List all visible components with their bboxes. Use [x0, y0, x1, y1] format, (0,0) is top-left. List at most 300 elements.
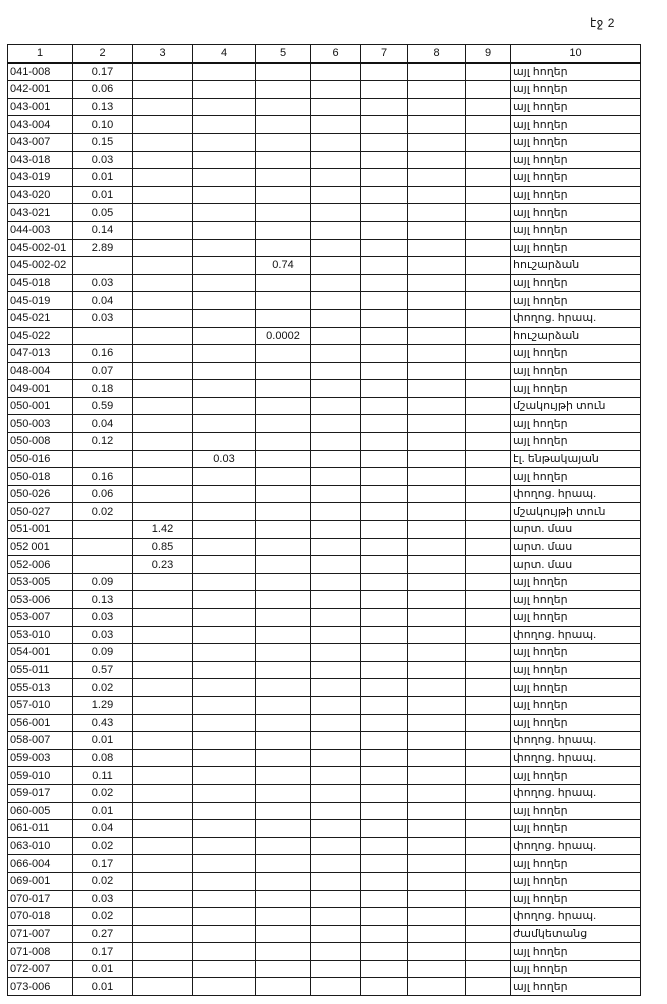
- area-cell: [256, 468, 311, 486]
- table-row: [8, 169, 641, 187]
- area-cell: 0.07: [73, 362, 133, 380]
- area-cell: [361, 661, 408, 679]
- table-row: [8, 661, 641, 679]
- area-cell: [256, 591, 311, 609]
- land-use-cell: փողոց. հրապ.: [511, 485, 641, 503]
- area-cell: [193, 978, 256, 996]
- table-row: [8, 573, 641, 591]
- land-use-cell: փողոց. հրապ.: [511, 749, 641, 767]
- area-cell: 0.23: [133, 556, 193, 574]
- area-cell: [193, 415, 256, 433]
- area-cell: [133, 397, 193, 415]
- area-cell: [361, 556, 408, 574]
- area-cell: [133, 943, 193, 961]
- area-cell: [193, 397, 256, 415]
- parcel-code-cell: 045-002-02: [8, 257, 73, 275]
- parcel-code-cell: 050-026: [8, 485, 73, 503]
- area-cell: 0.02: [73, 837, 133, 855]
- area-cell: 0.43: [73, 714, 133, 732]
- area-cell: 0.16: [73, 468, 133, 486]
- area-cell: [311, 732, 361, 750]
- area-cell: [311, 784, 361, 802]
- table-row: [8, 837, 641, 855]
- land-use-cell: այլ հողեր: [511, 169, 641, 187]
- parcel-code-cell: 043-020: [8, 186, 73, 204]
- land-use-cell: այլ հողեր: [511, 63, 641, 81]
- parcel-code-cell: 066-004: [8, 855, 73, 873]
- area-cell: [361, 204, 408, 222]
- parcel-code-cell: 043-019: [8, 169, 73, 187]
- area-cell: [408, 221, 466, 239]
- area-cell: [408, 908, 466, 926]
- parcel-code-cell: 043-021: [8, 204, 73, 222]
- area-cell: [311, 468, 361, 486]
- table-row: [8, 415, 641, 433]
- area-cell: [133, 837, 193, 855]
- parcel-code-cell: 043-001: [8, 98, 73, 116]
- parcel-code-cell: 053-010: [8, 626, 73, 644]
- area-cell: 0.18: [73, 380, 133, 398]
- area-cell: [466, 133, 511, 151]
- parcel-code-cell: 071-007: [8, 925, 73, 943]
- area-cell: [466, 626, 511, 644]
- parcel-code-cell: 063-010: [8, 837, 73, 855]
- area-cell: [408, 784, 466, 802]
- area-cell: [311, 257, 361, 275]
- table-row: [8, 767, 641, 785]
- area-cell: [256, 784, 311, 802]
- area-cell: [256, 63, 311, 81]
- area-cell: [133, 890, 193, 908]
- area-cell: [193, 538, 256, 556]
- area-cell: [361, 978, 408, 996]
- area-cell: [256, 98, 311, 116]
- table-row: [8, 679, 641, 697]
- land-use-cell: մշակույթի տուն: [511, 397, 641, 415]
- area-cell: [361, 292, 408, 310]
- area-cell: [466, 521, 511, 539]
- area-cell: [256, 221, 311, 239]
- parcel-code-cell: 061-011: [8, 820, 73, 838]
- area-cell: [361, 239, 408, 257]
- area-cell: [311, 309, 361, 327]
- area-cell: [193, 169, 256, 187]
- table-row: [8, 943, 641, 961]
- area-cell: [408, 855, 466, 873]
- area-cell: [133, 309, 193, 327]
- area-cell: [361, 644, 408, 662]
- area-cell: [311, 380, 361, 398]
- parcel-code-cell: 059-010: [8, 767, 73, 785]
- area-cell: [408, 802, 466, 820]
- table-row: [8, 450, 641, 468]
- area-cell: [408, 696, 466, 714]
- table-row: [8, 890, 641, 908]
- area-cell: [256, 186, 311, 204]
- parcel-code-cell: 044-003: [8, 221, 73, 239]
- area-cell: [256, 749, 311, 767]
- area-cell: [73, 521, 133, 539]
- parcel-code-cell: 055-013: [8, 679, 73, 697]
- parcel-code-cell: 069-001: [8, 872, 73, 890]
- table-row: [8, 556, 641, 574]
- area-cell: 0.02: [73, 908, 133, 926]
- area-cell: [193, 81, 256, 99]
- land-use-cell: այլ հողեր: [511, 978, 641, 996]
- area-cell: [408, 732, 466, 750]
- land-use-cell: հուշարձան: [511, 327, 641, 345]
- area-cell: 0.09: [73, 573, 133, 591]
- area-cell: [193, 239, 256, 257]
- land-use-cell: այլ հողեր: [511, 116, 641, 134]
- area-cell: [408, 837, 466, 855]
- area-cell: [466, 696, 511, 714]
- area-cell: [408, 820, 466, 838]
- area-cell: [311, 644, 361, 662]
- area-cell: [193, 292, 256, 310]
- area-cell: 0.15: [73, 133, 133, 151]
- parcel-code-cell: 053-007: [8, 609, 73, 627]
- land-use-cell: փողոց. հրապ.: [511, 309, 641, 327]
- area-cell: [133, 433, 193, 451]
- land-use-cell: այլ հողեր: [511, 380, 641, 398]
- table-row: [8, 239, 641, 257]
- area-cell: [361, 274, 408, 292]
- area-cell: [133, 960, 193, 978]
- area-cell: [361, 626, 408, 644]
- area-cell: [466, 749, 511, 767]
- area-cell: [193, 556, 256, 574]
- area-cell: [256, 573, 311, 591]
- area-cell: [466, 292, 511, 310]
- land-use-cell: այլ հողեր: [511, 204, 641, 222]
- area-cell: 0.04: [73, 820, 133, 838]
- area-cell: [361, 362, 408, 380]
- area-cell: 0.05: [73, 204, 133, 222]
- area-cell: [256, 732, 311, 750]
- area-cell: [408, 890, 466, 908]
- area-cell: [193, 309, 256, 327]
- area-cell: [408, 274, 466, 292]
- land-use-cell: մշակույթի տուն: [511, 503, 641, 521]
- land-use-cell: այլ հողեր: [511, 943, 641, 961]
- area-cell: [361, 802, 408, 820]
- table-row: [8, 591, 641, 609]
- area-cell: [408, 327, 466, 345]
- area-cell: [256, 116, 311, 134]
- area-cell: [311, 151, 361, 169]
- parcel-code-cell: 045-018: [8, 274, 73, 292]
- area-cell: [466, 943, 511, 961]
- area-cell: [361, 749, 408, 767]
- area-cell: [193, 98, 256, 116]
- area-cell: 1.42: [133, 521, 193, 539]
- area-cell: [193, 661, 256, 679]
- area-cell: [256, 908, 311, 926]
- column-header: 1: [8, 45, 73, 63]
- area-cell: [311, 820, 361, 838]
- area-cell: [133, 696, 193, 714]
- parcel-code-cell: 070-018: [8, 908, 73, 926]
- land-use-cell: այլ հողեր: [511, 591, 641, 609]
- area-cell: [466, 274, 511, 292]
- area-cell: [466, 644, 511, 662]
- area-cell: [466, 485, 511, 503]
- area-cell: [361, 81, 408, 99]
- area-cell: [466, 468, 511, 486]
- area-cell: [193, 151, 256, 169]
- area-cell: [408, 151, 466, 169]
- area-cell: [408, 943, 466, 961]
- land-use-cell: այլ հողեր: [511, 415, 641, 433]
- area-cell: [193, 925, 256, 943]
- land-use-cell: այլ հողեր: [511, 98, 641, 116]
- area-cell: [466, 714, 511, 732]
- area-cell: [466, 186, 511, 204]
- area-cell: [408, 415, 466, 433]
- table-row: [8, 116, 641, 134]
- area-cell: [311, 714, 361, 732]
- area-cell: [133, 380, 193, 398]
- land-use-cell: այլ հողեր: [511, 609, 641, 627]
- column-header: 5: [256, 45, 311, 63]
- area-cell: [256, 133, 311, 151]
- parcel-code-cell: 057-010: [8, 696, 73, 714]
- area-cell: [193, 186, 256, 204]
- area-cell: [193, 767, 256, 785]
- area-cell: [361, 820, 408, 838]
- area-cell: [361, 943, 408, 961]
- area-cell: [193, 820, 256, 838]
- area-cell: [256, 925, 311, 943]
- parcel-code-cell: 072-007: [8, 960, 73, 978]
- area-cell: [256, 81, 311, 99]
- area-cell: [466, 362, 511, 380]
- parcel-code-cell: 050-008: [8, 433, 73, 451]
- table-row: [8, 151, 641, 169]
- area-cell: [133, 81, 193, 99]
- parcel-code-cell: 045-022: [8, 327, 73, 345]
- parcel-code-cell: 048-004: [8, 362, 73, 380]
- area-cell: [408, 98, 466, 116]
- area-cell: [311, 978, 361, 996]
- table-row: [8, 221, 641, 239]
- area-cell: [193, 503, 256, 521]
- area-cell: [408, 872, 466, 890]
- area-cell: 0.03: [73, 274, 133, 292]
- table-row: [8, 257, 641, 275]
- area-cell: [311, 239, 361, 257]
- parcel-code-cell: 043-004: [8, 116, 73, 134]
- area-cell: [466, 380, 511, 398]
- area-cell: [466, 573, 511, 591]
- area-cell: [256, 538, 311, 556]
- area-cell: [133, 345, 193, 363]
- area-cell: 0.03: [73, 309, 133, 327]
- table-row: [8, 133, 641, 151]
- area-cell: [466, 169, 511, 187]
- area-cell: [193, 837, 256, 855]
- land-use-cell: այլ հողեր: [511, 239, 641, 257]
- area-cell: [133, 133, 193, 151]
- area-cell: [408, 169, 466, 187]
- area-cell: [361, 714, 408, 732]
- table-row: [8, 626, 641, 644]
- area-cell: [73, 450, 133, 468]
- table-row: [8, 468, 641, 486]
- area-cell: [256, 362, 311, 380]
- area-cell: 0.17: [73, 943, 133, 961]
- area-cell: [361, 538, 408, 556]
- area-cell: [408, 714, 466, 732]
- area-cell: [408, 468, 466, 486]
- area-cell: 0.01: [73, 802, 133, 820]
- area-cell: [193, 890, 256, 908]
- area-cell: [133, 468, 193, 486]
- area-cell: [133, 591, 193, 609]
- area-cell: [466, 221, 511, 239]
- area-cell: [311, 573, 361, 591]
- area-cell: [73, 257, 133, 275]
- area-cell: [256, 521, 311, 539]
- area-cell: [311, 767, 361, 785]
- area-cell: [361, 521, 408, 539]
- land-use-cell: այլ հողեր: [511, 802, 641, 820]
- table-row: [8, 274, 641, 292]
- area-cell: [311, 556, 361, 574]
- area-cell: [311, 872, 361, 890]
- area-cell: [311, 63, 361, 81]
- area-cell: [408, 133, 466, 151]
- area-cell: [133, 169, 193, 187]
- parcel-code-cell: 050-027: [8, 503, 73, 521]
- land-parcel-table: [7, 44, 641, 996]
- area-cell: [133, 925, 193, 943]
- area-cell: [193, 732, 256, 750]
- area-cell: [193, 133, 256, 151]
- parcel-code-cell: 050-016: [8, 450, 73, 468]
- area-cell: [408, 661, 466, 679]
- land-use-cell: էլ. ենթակայան: [511, 450, 641, 468]
- area-cell: [133, 485, 193, 503]
- area-cell: [256, 872, 311, 890]
- area-cell: [193, 433, 256, 451]
- area-cell: [466, 239, 511, 257]
- area-cell: [361, 696, 408, 714]
- land-use-cell: այլ հողեր: [511, 679, 641, 697]
- area-cell: [193, 784, 256, 802]
- area-cell: [361, 609, 408, 627]
- land-use-cell: այլ հողեր: [511, 468, 641, 486]
- area-cell: [193, 802, 256, 820]
- parcel-code-cell: 059-017: [8, 784, 73, 802]
- area-cell: 0.57: [73, 661, 133, 679]
- area-cell: [311, 503, 361, 521]
- area-cell: [361, 380, 408, 398]
- area-cell: 0.03: [73, 626, 133, 644]
- area-cell: 0.59: [73, 397, 133, 415]
- area-cell: 0.14: [73, 221, 133, 239]
- area-cell: [256, 556, 311, 574]
- area-cell: [361, 63, 408, 81]
- land-use-cell: այլ հողեր: [511, 81, 641, 99]
- table-row: [8, 696, 641, 714]
- area-cell: [466, 556, 511, 574]
- area-cell: [361, 591, 408, 609]
- area-cell: [311, 890, 361, 908]
- header-row: [8, 45, 641, 63]
- area-cell: [466, 591, 511, 609]
- area-cell: 0.01: [73, 960, 133, 978]
- area-cell: [311, 855, 361, 873]
- land-use-cell: փողոց. հրապ.: [511, 626, 641, 644]
- table-row: [8, 63, 641, 81]
- area-cell: [311, 186, 361, 204]
- area-cell: [133, 908, 193, 926]
- area-cell: [408, 556, 466, 574]
- area-cell: [466, 609, 511, 627]
- area-cell: [311, 362, 361, 380]
- area-cell: [311, 609, 361, 627]
- area-cell: 0.04: [73, 415, 133, 433]
- area-cell: [361, 890, 408, 908]
- area-cell: 0.04: [73, 292, 133, 310]
- area-cell: 2.89: [73, 239, 133, 257]
- area-cell: [193, 749, 256, 767]
- area-cell: [361, 679, 408, 697]
- area-cell: [193, 872, 256, 890]
- area-cell: [133, 802, 193, 820]
- area-cell: [408, 362, 466, 380]
- table-row: [8, 186, 641, 204]
- area-cell: [73, 538, 133, 556]
- area-cell: [466, 415, 511, 433]
- area-cell: [361, 468, 408, 486]
- land-use-cell: այլ հողեր: [511, 221, 641, 239]
- area-cell: 0.03: [73, 609, 133, 627]
- area-cell: [133, 872, 193, 890]
- area-cell: [256, 943, 311, 961]
- area-cell: [311, 169, 361, 187]
- area-cell: [361, 573, 408, 591]
- area-cell: [193, 63, 256, 81]
- area-cell: [193, 696, 256, 714]
- area-cell: [361, 345, 408, 363]
- land-use-cell: այլ հողեր: [511, 573, 641, 591]
- area-cell: [466, 204, 511, 222]
- area-cell: [311, 433, 361, 451]
- area-cell: [133, 257, 193, 275]
- parcel-code-cell: 053-006: [8, 591, 73, 609]
- area-cell: [408, 186, 466, 204]
- parcel-code-cell: 059-003: [8, 749, 73, 767]
- area-cell: 0.03: [193, 450, 256, 468]
- land-use-cell: այլ հողեր: [511, 151, 641, 169]
- table-body: [8, 63, 641, 996]
- area-cell: [133, 714, 193, 732]
- area-cell: [256, 679, 311, 697]
- area-cell: 0.08: [73, 749, 133, 767]
- table-row: [8, 327, 641, 345]
- area-cell: [256, 890, 311, 908]
- area-cell: [361, 327, 408, 345]
- area-cell: [133, 573, 193, 591]
- area-cell: [408, 626, 466, 644]
- area-cell: [193, 468, 256, 486]
- area-cell: 0.17: [73, 855, 133, 873]
- area-cell: [256, 696, 311, 714]
- area-cell: [133, 784, 193, 802]
